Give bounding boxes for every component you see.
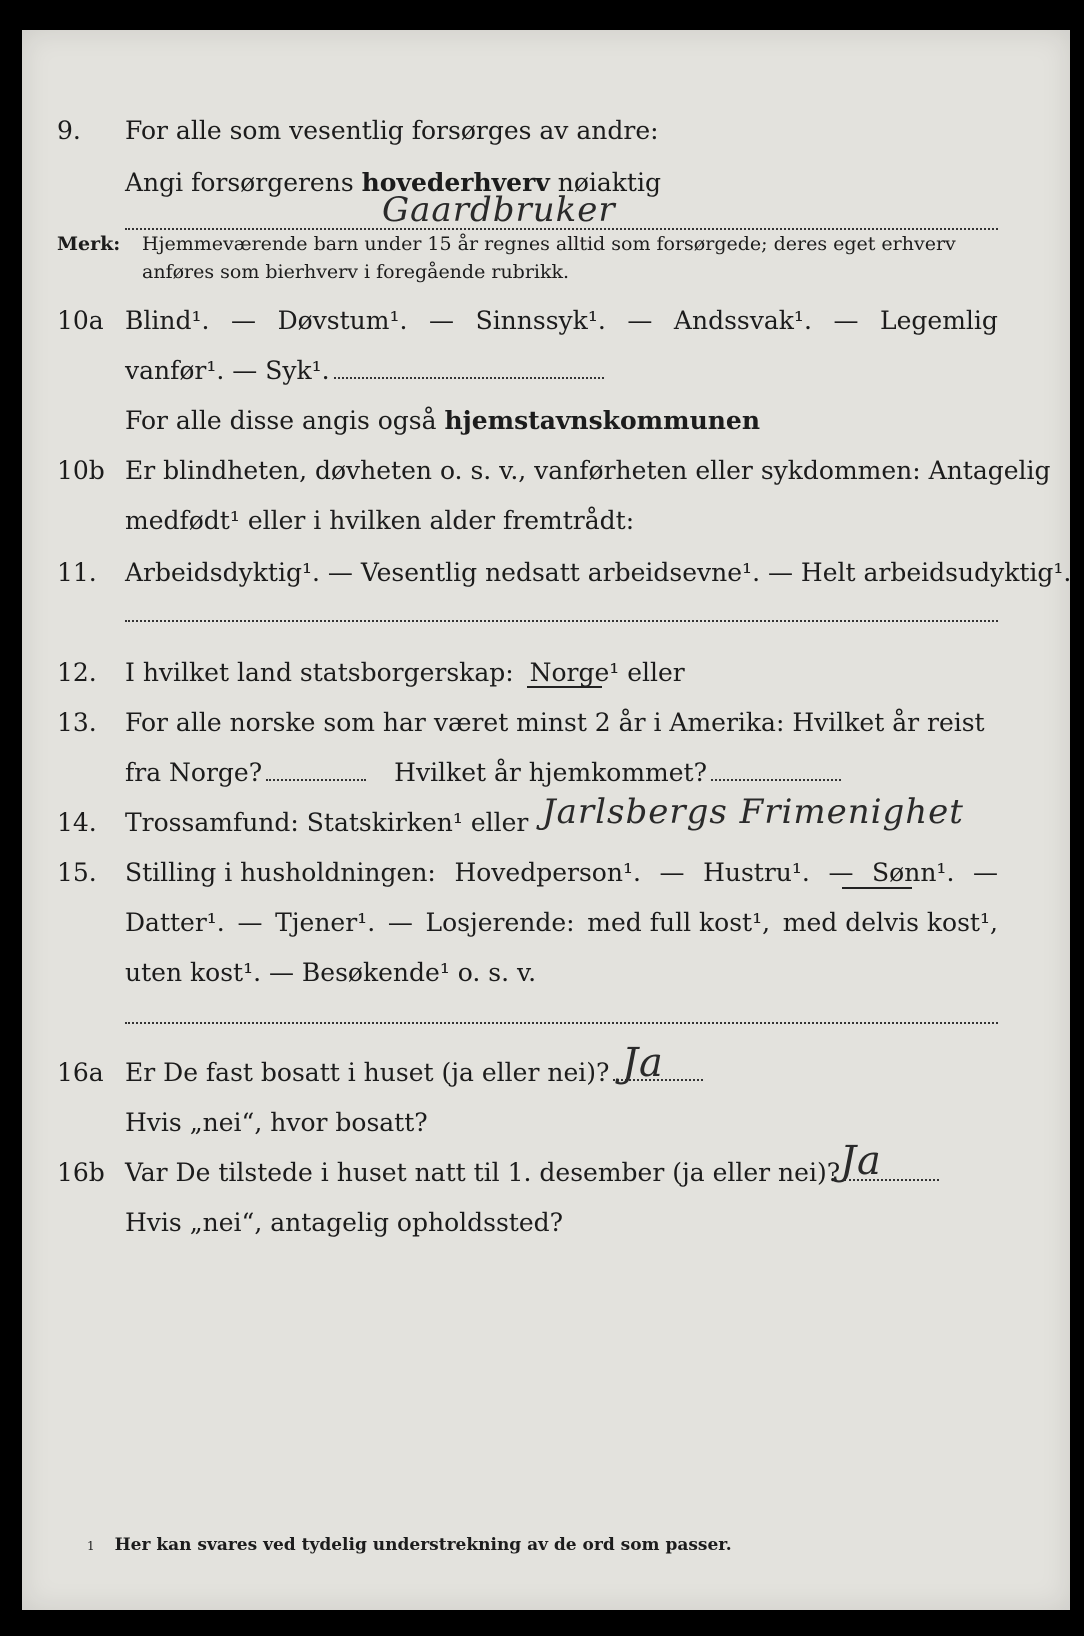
q15-dash-1: — bbox=[659, 858, 685, 887]
q9-label-post: nøiaktig bbox=[557, 168, 661, 197]
q15-hustru[interactable]: Hustru¹. bbox=[703, 858, 810, 887]
q11-options[interactable]: Arbeidsdyktig¹. — Vesentlig nedsatt arbeidsevne¹. — Helt arbeidsudyktig¹. bbox=[125, 558, 1072, 587]
q15-delvis-kost[interactable]: med delvis kost¹, bbox=[782, 908, 998, 937]
q12-norge[interactable]: Norge¹ bbox=[529, 658, 620, 687]
q15-dash-2: — bbox=[828, 858, 854, 887]
merk-label: Merk: bbox=[57, 233, 121, 255]
q12-question: I hvilket land statsborgerskap: bbox=[125, 658, 514, 687]
q12-number: 12. bbox=[57, 658, 97, 687]
q10a-dovstum[interactable]: Døvstum¹. bbox=[277, 306, 408, 335]
footnote-text: Her kan svares ved tydelig understrekning av de ord som passer. bbox=[114, 1535, 732, 1555]
q15-dash-3: — bbox=[972, 858, 998, 887]
q14-number: 14. bbox=[57, 808, 97, 837]
q16a-where-label: Hvis „nei“, hvor bosatt? bbox=[125, 1108, 428, 1137]
q10a-answer-line[interactable] bbox=[334, 357, 604, 379]
q15-tjener[interactable]: Tjener¹. bbox=[275, 908, 376, 937]
q13-reist-label: fra Norge? bbox=[125, 758, 263, 787]
footnote bbox=[87, 1535, 732, 1555]
q15-dash-4: — bbox=[237, 908, 263, 937]
footnote-marker: 1 bbox=[87, 1539, 95, 1553]
q15-datter[interactable]: Datter¹. bbox=[125, 908, 225, 937]
q15-losjerende: Losjerende: bbox=[425, 908, 575, 937]
q15-hovedperson[interactable]: Hovedperson¹. bbox=[454, 858, 641, 887]
q9-handwritten-answer: Gaardbruker bbox=[382, 190, 616, 230]
q15-question: Stilling i husholdningen: bbox=[125, 858, 436, 887]
q14-handwritten-answer: Jarlsbergs Frimenighet bbox=[542, 792, 964, 832]
q10a-line3-pre: For alle disse angis også bbox=[125, 406, 437, 435]
q9-label-bold: hovederhverv bbox=[361, 168, 550, 197]
q10a-dash-3: — bbox=[627, 306, 653, 335]
q16b-where-label: Hvis „nei“, antagelig opholdssted? bbox=[125, 1208, 564, 1237]
q10a-andssvak[interactable]: Andssvak¹. bbox=[673, 306, 812, 335]
q10a-vanfor-syk[interactable]: vanfør¹. — Syk¹. bbox=[125, 356, 330, 385]
q9-number: 9. bbox=[57, 116, 81, 145]
q11-answer-line[interactable] bbox=[125, 620, 998, 622]
q15-sonn[interactable]: Sønn¹. bbox=[872, 858, 955, 887]
q10a-number: 10a bbox=[57, 306, 104, 335]
q13-hjemkommet-line[interactable] bbox=[711, 759, 841, 781]
q16a-question: Er De fast bosatt i huset (ja eller nei)? bbox=[125, 1058, 610, 1087]
q10a-legemlig[interactable]: Legemlig bbox=[880, 306, 998, 335]
q10b-question: Er blindheten, døvheten o. s. v., vanførheten eller sykdommen: Antagelig bbox=[125, 456, 1051, 485]
q14-question: Trossamfund: Statskirken¹ eller bbox=[125, 808, 529, 837]
q11-number: 11. bbox=[57, 558, 97, 587]
q15-full-kost[interactable]: med full kost¹, bbox=[587, 908, 771, 937]
q15-sonn-underline bbox=[842, 887, 912, 889]
q13-question: For alle norske som har været minst 2 år i Amerika: Hvilket år reist bbox=[125, 708, 985, 737]
q10a-dash-2: — bbox=[429, 306, 454, 335]
q16b-question: Var De tilstede i huset natt til 1. desember (ja eller nei)? bbox=[125, 1158, 841, 1187]
q15-answer-line-2[interactable] bbox=[125, 1022, 998, 1024]
q16a-number: 16a bbox=[57, 1058, 104, 1087]
q10a-dash-1: — bbox=[231, 306, 256, 335]
q12-eller: eller bbox=[627, 658, 685, 687]
merk-text: Hjemmeværende barn under 15 år regnes alltid som forsørgede; deres eget erhverv anføres som bierhverv i foregående rubrikk. bbox=[142, 233, 956, 283]
q13-reist-line[interactable] bbox=[266, 759, 366, 781]
q10a-dash-4: — bbox=[833, 306, 859, 335]
census-form-page bbox=[22, 30, 1070, 1610]
q10a-line3-bold: hjemstavnskommunen bbox=[444, 406, 761, 435]
q15-dash-5: — bbox=[387, 908, 413, 937]
q9-label-pre: Angi forsørgerens bbox=[125, 168, 354, 197]
q10b-question-2: medfødt¹ eller i hvilken alder fremtrådt: bbox=[125, 506, 635, 535]
q10a-sinnssyk[interactable]: Sinnssyk¹. bbox=[475, 306, 606, 335]
q10b-number: 10b bbox=[57, 456, 105, 485]
q15-number: 15. bbox=[57, 858, 97, 887]
q13-number: 13. bbox=[57, 708, 97, 737]
q15-uten-kost-besokende[interactable]: uten kost¹. — Besøkende¹ o. s. v. bbox=[125, 958, 537, 987]
q16b-number: 16b bbox=[57, 1158, 105, 1187]
q10a-blind[interactable]: Blind¹. bbox=[125, 306, 210, 335]
q16a-handwritten-answer: Ja bbox=[622, 1040, 664, 1086]
q9-heading: For alle som vesentlig forsørges av andre: bbox=[125, 116, 659, 145]
q16b-handwritten-answer: Ja bbox=[840, 1138, 882, 1184]
q12-norge-underline bbox=[527, 686, 602, 688]
q13-hjemkommet-label: Hvilket år hjemkommet? bbox=[394, 758, 708, 787]
